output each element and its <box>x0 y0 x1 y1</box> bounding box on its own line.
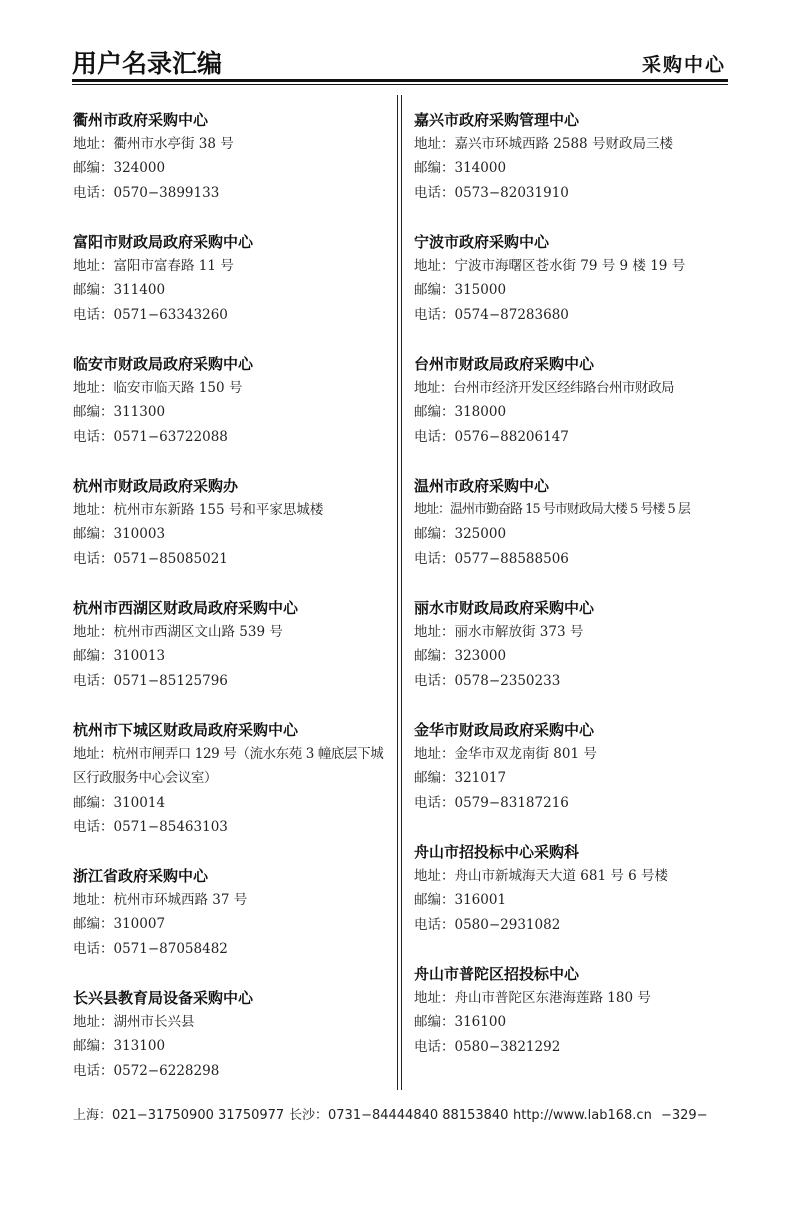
entry-address: 地址：宁波市海曙区苍水街 79 号 9 楼 19 号 <box>414 258 686 274</box>
entry-postcode: 邮编：310003 <box>73 526 166 543</box>
entry-name: 杭州市下城区财政局政府采购中心 <box>73 721 299 739</box>
page-number: −329− <box>661 1108 708 1123</box>
entry-postcode: 邮编：311400 <box>73 282 166 299</box>
entry-name: 杭州市西湖区财政局政府采购中心 <box>73 599 299 617</box>
entry-postcode: 邮编：323000 <box>414 648 507 665</box>
footer-changsha-phone: 长沙：0731−84444840 88153840 <box>289 1108 509 1123</box>
directory-entry <box>73 474 393 596</box>
entry-postcode: 邮编：325000 <box>414 526 507 543</box>
directory-entry <box>414 474 734 596</box>
entry-phone: 电话：0578−2350233 <box>414 672 561 689</box>
entry-postcode: 邮编：316001 <box>414 892 507 909</box>
entry-address: 地址：台州市经济开发区经纬路台州市财政局 <box>414 380 674 396</box>
directory-entry <box>73 986 393 1108</box>
section-title: 采购中心 <box>641 54 726 76</box>
directory-entry <box>73 352 393 474</box>
entry-phone: 电话：0573−82031910 <box>414 184 569 201</box>
entry-postcode: 邮编：310013 <box>73 648 166 665</box>
directory-entry <box>73 596 393 718</box>
directory-entry <box>414 718 734 840</box>
entry-name: 台州市财政局政府采购中心 <box>414 355 595 373</box>
left-column <box>73 108 393 1108</box>
entry-phone: 电话：0572−6228298 <box>73 1062 220 1079</box>
entry-postcode: 邮编：310007 <box>73 916 166 933</box>
entry-name: 宁波市政府采购中心 <box>414 233 550 251</box>
entry-name: 杭州市财政局政府采购办 <box>73 477 239 495</box>
entry-address: 地址：临安市临天路 150 号 <box>73 380 243 396</box>
entry-postcode: 邮编：310014 <box>73 794 166 811</box>
entry-name: 舟山市普陀区招投标中心 <box>414 965 580 983</box>
directory-entry <box>414 962 734 1084</box>
entry-address: 地址：衢州市水亭街 38 号 <box>73 136 234 152</box>
entry-phone: 电话：0577−88588506 <box>414 550 569 567</box>
column-divider-inner <box>401 95 402 1090</box>
entry-address: 地址：杭州市西湖区文山路 539 号 <box>73 624 283 640</box>
entry-address: 地址：嘉兴市环城西路 2588 号财政局三楼 <box>414 136 673 152</box>
entry-phone: 电话：0579−83187216 <box>414 794 569 811</box>
entry-address: 地址：杭州市环城西路 37 号 <box>73 892 248 908</box>
entry-address: 地址：舟山市普陀区东港海莲路 180 号 <box>414 990 651 1006</box>
entry-name: 临安市财政局政府采购中心 <box>73 355 254 373</box>
entry-postcode: 邮编：316100 <box>414 1014 507 1031</box>
entry-name: 衢州市政府采购中心 <box>73 111 209 129</box>
directory-entry <box>73 108 393 230</box>
directory-entry <box>414 108 734 230</box>
entry-address: 地址：金华市双龙南街 801 号 <box>414 746 597 762</box>
entry-name: 嘉兴市政府采购管理中心 <box>414 111 580 129</box>
header-rule-thin <box>72 84 728 85</box>
right-column <box>414 108 734 1084</box>
entry-address: 地址：杭州市东新路 155 号和平家思城楼 <box>73 502 324 518</box>
entry-address: 地址：舟山市新城海天大道 681 号 6 号楼 <box>414 868 669 884</box>
entry-address: 地址：杭州市闸弄口 129 号（流水东苑 3 幢底层下城区行政服务中心会议室） <box>73 746 384 787</box>
entry-address: 地址：富阳市富春路 11 号 <box>73 258 234 274</box>
column-divider <box>397 95 398 1090</box>
entry-postcode: 邮编：324000 <box>73 160 166 177</box>
directory-entry <box>414 352 734 474</box>
entry-name: 金华市财政局政府采购中心 <box>414 721 595 739</box>
entry-postcode: 邮编：318000 <box>414 404 507 421</box>
entry-postcode: 邮编：314000 <box>414 160 507 177</box>
entry-postcode: 邮编：311300 <box>73 404 166 421</box>
footer-shanghai-phone: 上海：021−31750900 31750977 <box>73 1108 285 1123</box>
directory-entry <box>73 718 393 864</box>
entry-name: 长兴县教育局设备采购中心 <box>73 989 254 1007</box>
entry-name: 温州市政府采购中心 <box>414 477 550 495</box>
entry-phone: 电话：0570−3899133 <box>73 184 220 201</box>
entry-phone: 电话：0574−87283680 <box>414 306 569 323</box>
entry-name: 富阳市财政局政府采购中心 <box>73 233 254 251</box>
directory-entry <box>414 840 734 962</box>
entry-postcode: 邮编：321017 <box>414 770 507 787</box>
header-rule <box>72 79 728 82</box>
entry-address: 地址：温州市勤奋路 15 号市财政局大楼 5 号楼 5 层 <box>414 502 690 517</box>
entry-phone: 电话：0580−2931082 <box>414 916 561 933</box>
entry-address: 地址：湖州市长兴县 <box>73 1014 195 1030</box>
entry-name: 浙江省政府采购中心 <box>73 867 209 885</box>
entry-postcode: 邮编：313100 <box>73 1038 166 1055</box>
entry-name: 舟山市招投标中心采购科 <box>414 843 580 861</box>
entry-phone: 电话：0576−88206147 <box>414 428 569 445</box>
entry-phone: 电话：0571−63343260 <box>73 306 228 323</box>
entry-phone: 电话：0571−85125796 <box>73 672 228 689</box>
entry-phone: 电话：0571−63722088 <box>73 428 228 445</box>
page-footer <box>73 1104 733 1123</box>
entry-postcode: 邮编：315000 <box>414 282 507 299</box>
entry-name: 丽水市财政局政府采购中心 <box>414 599 595 617</box>
directory-entry <box>414 230 734 352</box>
directory-entry <box>73 230 393 352</box>
page-title: 用户名录汇编 <box>72 49 223 78</box>
directory-entry <box>73 864 393 986</box>
directory-entry <box>414 596 734 718</box>
entry-phone: 电话：0571−87058482 <box>73 940 228 957</box>
entry-phone: 电话：0571−85463103 <box>73 818 228 835</box>
footer-website-link[interactable]: http://www.lab168.cn <box>513 1108 652 1123</box>
entry-phone: 电话：0580−3821292 <box>414 1038 561 1055</box>
entry-phone: 电话：0571−85085021 <box>73 550 228 567</box>
entry-address: 地址：丽水市解放街 373 号 <box>414 624 584 640</box>
